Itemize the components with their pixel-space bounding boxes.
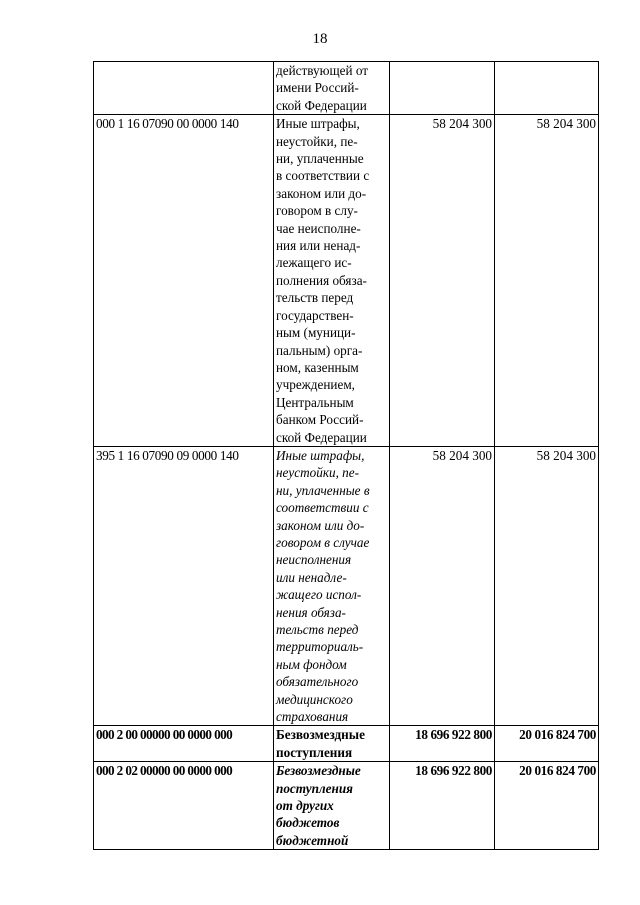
description-line: территориаль-	[276, 639, 364, 655]
budget-code-cell: 000 1 16 07090 00 0000 140	[94, 115, 274, 447]
description-line: полнения обяза-	[276, 272, 367, 288]
description-line: медицинского	[276, 691, 353, 707]
description-line: действующей от	[276, 63, 369, 78]
description-line: ской Федерации	[276, 97, 367, 113]
description-line: Иные штрафы,	[276, 116, 360, 132]
description-line: жащего испол-	[276, 587, 362, 603]
amount-cell-year2: 58 204 300	[495, 115, 599, 447]
description-line: лежащего ис-	[276, 255, 352, 271]
amount-cell-year1: 58 204 300	[390, 115, 495, 447]
description-cell	[274, 446, 390, 726]
description-line: говором в слу-	[276, 203, 358, 219]
description-line: обязательного	[276, 674, 359, 690]
description-line: от других	[276, 798, 334, 814]
amount-cell-year1	[390, 62, 495, 115]
description-line: ния или ненад-	[276, 238, 361, 254]
description-line: государствен-	[276, 307, 354, 323]
budget-code-cell: 395 1 16 07090 09 0000 140	[94, 446, 274, 726]
description-line: ни, уплаченные в	[276, 482, 370, 498]
description-cell	[274, 115, 390, 447]
amount-cell-year1: 18 696 922 800	[390, 762, 495, 850]
description-line: тельств перед	[276, 622, 359, 637]
amount-cell-year2: 20 016 824 700	[495, 726, 599, 762]
amount-cell-year2	[495, 62, 599, 115]
budget-code-cell	[94, 62, 274, 115]
description-line: говором в случае	[276, 534, 370, 550]
table-row	[94, 115, 599, 447]
description-cell	[274, 726, 390, 762]
description-line: тельств перед	[276, 290, 354, 306]
amount-cell-year2: 20 016 824 700	[495, 762, 599, 850]
description-line: бюджетной	[276, 832, 349, 848]
description-line: банком Россий-	[276, 412, 364, 428]
amount-cell-year2: 58 204 300	[495, 446, 599, 726]
page-number: 18	[312, 31, 328, 47]
description-line: или ненадле-	[276, 569, 347, 585]
description-line: Безвозмездные	[276, 763, 361, 779]
table-row	[94, 62, 599, 115]
budget-code-cell: 000 2 02 00000 00 0000 000	[94, 762, 274, 850]
description-line: неисполнения	[276, 552, 352, 568]
table-row	[94, 762, 599, 850]
description-line: ни, уплаченные	[276, 151, 364, 167]
description-line: поступления	[276, 780, 353, 796]
amount-cell-year1: 18 696 922 800	[390, 726, 495, 762]
description-line: Безвозмездные	[276, 727, 365, 743]
description-line: нения обяза-	[276, 604, 346, 620]
description-line: ным фондом	[276, 656, 347, 672]
table-row	[94, 726, 599, 762]
description-line: соответствии с	[276, 500, 369, 516]
description-line: законом или до-	[276, 517, 365, 533]
description-line: учреждением,	[276, 377, 355, 393]
budget-revenue-table	[93, 61, 599, 850]
description-line: ном, казенным	[276, 359, 359, 375]
amount-cell-year1: 58 204 300	[390, 446, 495, 726]
description-line: чае неисполне-	[276, 220, 361, 236]
description-line: поступления	[276, 744, 353, 760]
description-line: имени Россий-	[276, 80, 359, 96]
description-cell	[274, 62, 390, 115]
description-line: неустойки, пе-	[276, 133, 358, 149]
description-line: пальным) орга-	[276, 342, 363, 358]
description-line: ным (муници-	[276, 325, 356, 341]
budget-code-cell: 000 2 00 00000 00 0000 000	[94, 726, 274, 762]
description-line: в соответствии с	[276, 168, 370, 184]
description-line: законом или до-	[276, 185, 367, 201]
description-line: Иные штрафы,	[276, 447, 365, 463]
table-row	[94, 446, 599, 726]
description-cell	[274, 762, 390, 850]
description-line: Центральным	[276, 394, 354, 410]
description-line: ской Федерации	[276, 429, 367, 445]
description-line: бюджетов	[276, 815, 340, 831]
description-line: страхования	[276, 709, 349, 725]
description-line: неустойки, пе-	[276, 465, 360, 481]
